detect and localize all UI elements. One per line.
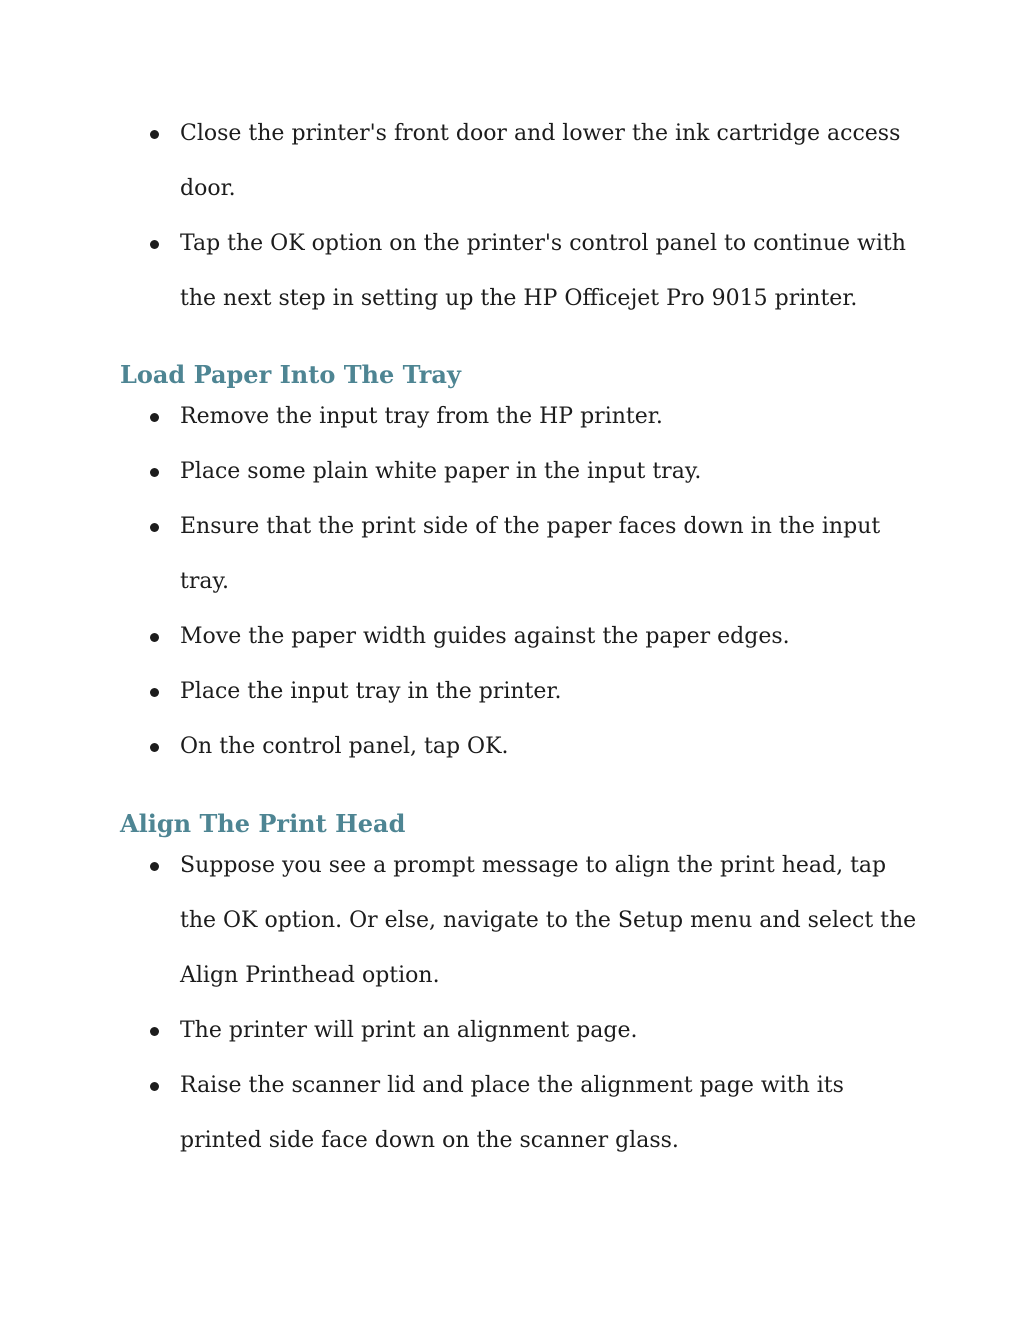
section-heading-load-paper: Load Paper Into The Tray	[120, 360, 461, 389]
bullet-icon	[150, 523, 159, 532]
bullet-icon	[150, 862, 159, 871]
bullet-icon	[150, 1082, 159, 1091]
bullet-icon	[150, 743, 159, 752]
list-item: Move the paper width guides against the paper edges.	[180, 609, 920, 664]
list-item: Raise the scanner lid and place the alignment page with its printed side face down on the scanner glass.	[180, 1058, 920, 1168]
bullet-icon	[150, 468, 159, 477]
list-item: Ensure that the print side of the paper faces down in the input tray.	[180, 499, 920, 609]
list-item: Remove the input tray from the HP printer.	[180, 389, 920, 444]
list-item: On the control panel, tap OK.	[180, 719, 920, 774]
bullet-icon	[150, 1027, 159, 1036]
list-item: Place some plain white paper in the input tray.	[180, 444, 920, 499]
intro-list	[180, 106, 920, 326]
align-print-head-list	[180, 838, 920, 1168]
bullet-icon	[150, 130, 159, 139]
bullet-icon	[150, 688, 159, 697]
load-paper-list	[180, 389, 920, 774]
bullet-icon	[150, 240, 159, 249]
list-item: The printer will print an alignment page.	[180, 1003, 920, 1058]
list-item: Suppose you see a prompt message to align the print head, tap the OK option. Or else, navigate to the Setup menu and select the Align Printhead option.	[180, 838, 920, 1003]
list-item: Close the printer's front door and lower the ink cartridge access door.	[180, 106, 920, 216]
list-item: Tap the OK option on the printer's control panel to continue with the next step in setting up the HP Officejet Pro 9015 printer.	[180, 216, 920, 326]
bullet-icon	[150, 413, 159, 422]
section-heading-align-print-head: Align The Print Head	[120, 809, 406, 838]
bullet-icon	[150, 633, 159, 642]
list-item: Place the input tray in the printer.	[180, 664, 920, 719]
